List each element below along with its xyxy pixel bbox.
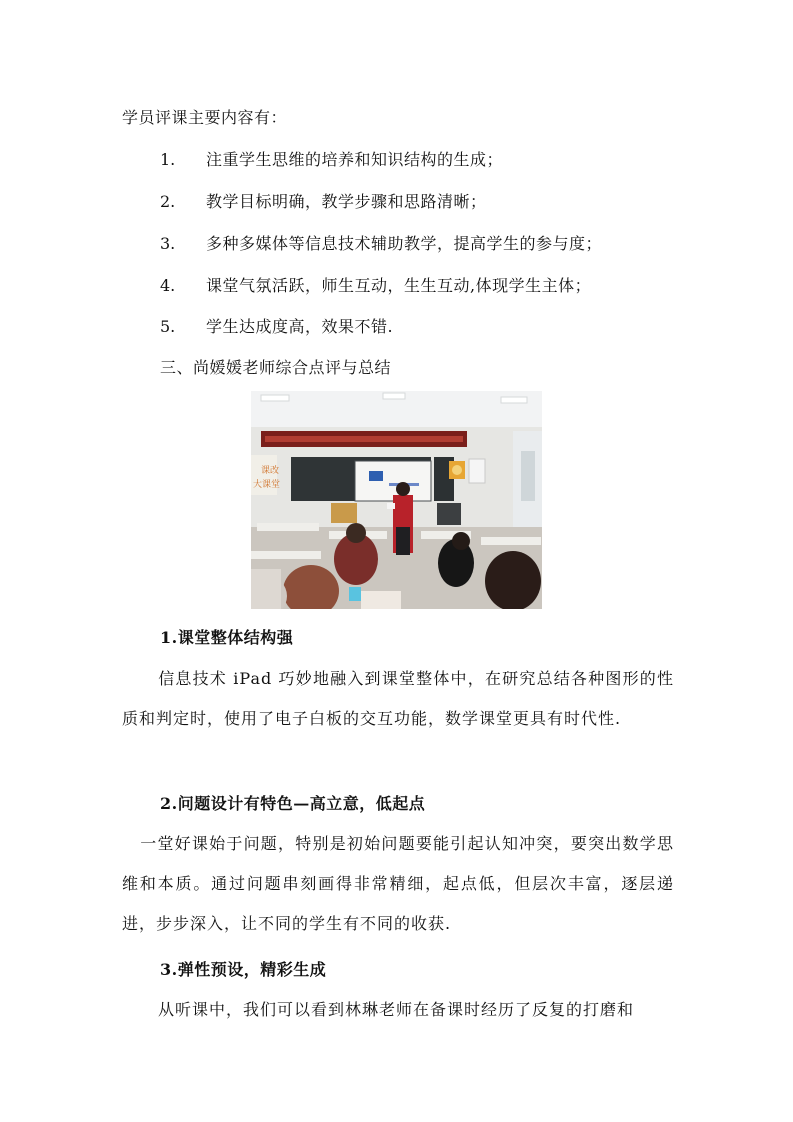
list-item-number: 3. [160,234,176,253]
list-item-text: 课堂气氛活跃，师生互动，生生互动,体现学生主体； [206,276,592,295]
list-item-number: 2. [160,192,176,211]
point-body-3-text: 从听课中，我们可以看到林琳老师在备课时经历了反复的打磨和 [158,1000,635,1019]
intro-text: 学员评课主要内容有： [122,108,288,127]
point-body-3 [122,990,674,1030]
point-heading-3: 3.弹性预设，精彩生成 [160,960,327,979]
wall-sign-line-2: 大课堂 [253,480,281,490]
list-item-text: 教学目标明确，教学步骤和思路清晰； [206,192,487,211]
classroom-photo [251,391,542,609]
point-heading-1: 1.课堂整体结构强 [160,628,294,647]
list-item-text: 多种多媒体等信息技术辅助教学，提高学生的参与度； [206,234,603,253]
point-body-1-text: 信息技术 iPad 巧妙地融入到课堂整体中，在研究总结各种图形的性质和判定时，使用了电子白板的交互功能，数学课堂更具有时代性. [122,669,674,728]
point-body-1 [122,659,674,739]
list-item-text: 学生达成度高，效果不错. [206,317,394,336]
list-item-number: 1. [160,150,176,169]
list-item-text: 注重学生思维的培养和知识结构的生成； [206,150,504,169]
point-body-2-text: 一堂好课始于问题，特别是初始问题要能引起认知冲突，要突出数学思维和本质。通过问题串刻画得非常精细，起点低，但层次丰富，逐层递进，步步深入，让不同的学生有不同的收获. [122,834,674,933]
point-heading-2: 2.问题设计有特色—高立意，低起点 [160,794,426,813]
section-title: 三、尚媛媛老师综合点评与总结 [160,358,392,377]
wall-sign-line-1: 课改 [261,466,280,476]
list-item-number: 4. [160,276,176,295]
list-item-number: 5. [160,317,176,336]
point-body-2 [122,824,674,944]
